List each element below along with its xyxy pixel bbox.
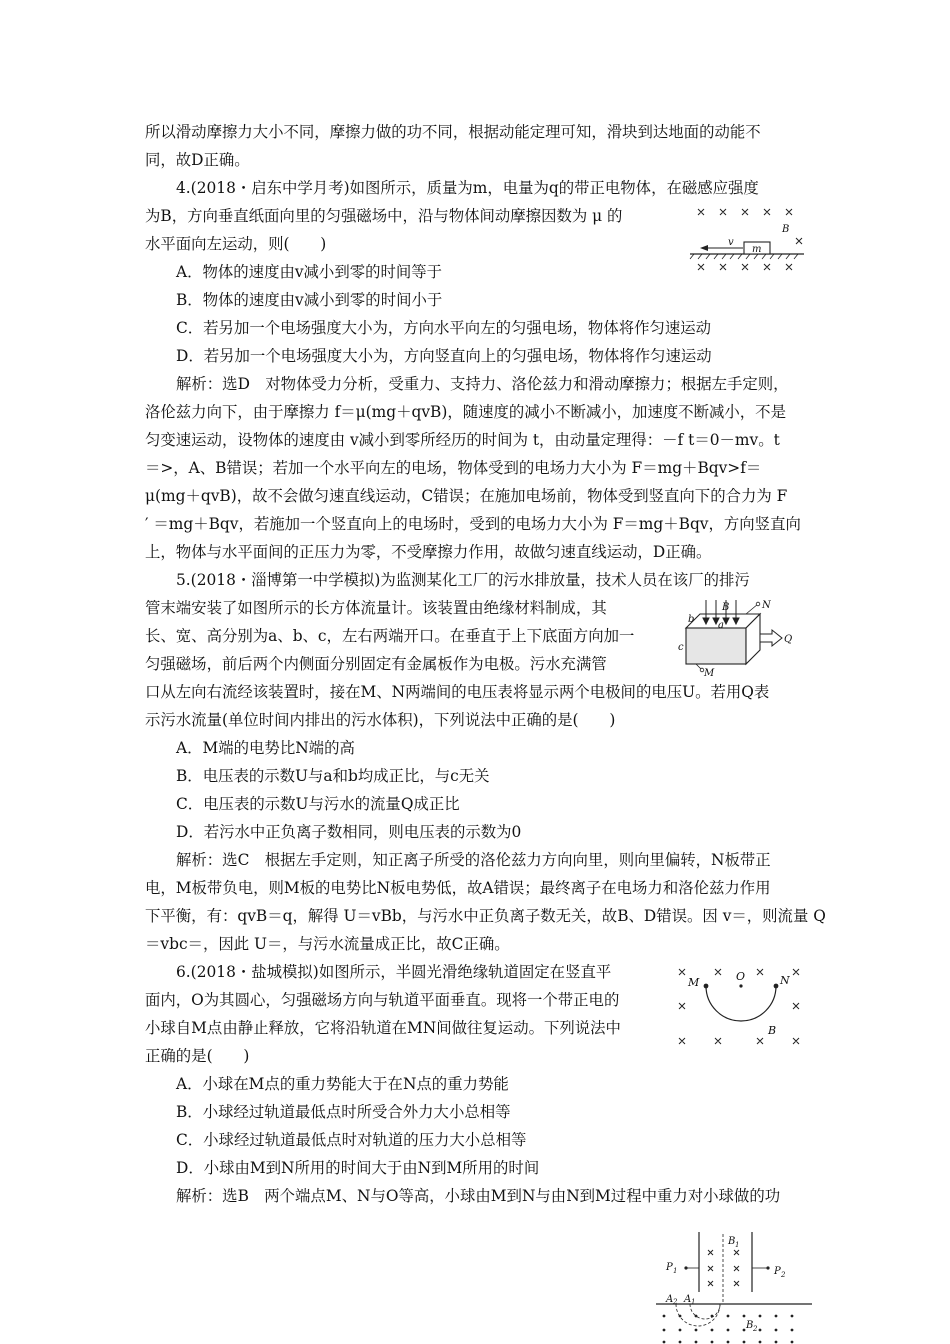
solution-text: 解析：选C 根据左手定则，知正离子所受的洛伦兹力方向向里，则向里偏转，N板带正 [176,851,771,869]
text-line: 小球自M点由静止释放，它将沿轨道在MN间做往复运动。下列说法中 [145,1019,621,1037]
text-line: ＝>，A、B错误；若加一个水平向左的电场，物体受到的电场力大小为 F＝mg＋Bqv>f＝ [145,459,762,477]
label-p2-sub: 2 [781,1271,786,1279]
label-a: a [718,620,724,631]
text-line: 匀变速运动，设物体的速度由 v减小到零所经历的时间为 t，由动量定理得：－f t＝0－mv。t [145,431,780,449]
label-m: M [704,668,715,678]
text-line: 水平面向左运动，则( ) [145,235,327,253]
label-b1-sub: 1 [735,1241,740,1249]
cross-mark-icon [708,1250,739,1286]
text-line: 示污水流量(单位时间内排出的污水体积)，下列说法中正确的是( ) [145,711,616,729]
option-c: C．若另加一个电场强度大小为，方向水平向左的匀强电场，物体将作匀速运动 [176,319,712,337]
text-line: 匀强磁场，前后两个内侧面分别固定有金属板作为电极。污水充满管 [145,655,607,673]
figure-flow-meter [676,598,800,678]
text-line: 同，故D正确。 [145,151,250,169]
text-line: 洛伦兹力向下，由于摩擦力 f＝μ(mg＋qvB)，随速度的减小不断减小，加速度不断减小，不是 [145,403,786,421]
option-c: C．小球经过轨道最低点时对轨道的压力大小总相等 [176,1131,527,1149]
text-line: ′ ＝mg＋Bqv，若施加一个竖直向上的电场时，受到的电场力大小为 F＝mg＋Bqv，方向竖直向 [145,515,801,533]
label-b-field: B [722,602,730,613]
label-o: O [736,970,746,983]
figure-1-svg [688,204,806,276]
text-line: 为B，方向垂直纸面向里的匀强磁场中，沿与物体间动摩擦因数为 μ 的 [145,207,623,225]
figure-2-svg [676,598,800,678]
label-q: Q [784,634,793,645]
figure-4-svg [656,1232,812,1344]
label-a2: A [666,1294,674,1305]
label-a1: A [684,1294,692,1305]
label-b-side: b [688,614,695,625]
figure-block-in-field [688,204,806,276]
label-a2-sub: 2 [673,1298,678,1306]
option-b: B．小球经过轨道最低点时所受合外力大小总相等 [176,1103,511,1121]
figure-semicircle-track [676,962,804,1052]
question-4-title: 4.(2018・启东中学月考)如图所示，质量为m，电量为q的带正电物体，在磁感应强度 [176,179,759,197]
label-a1-sub: 1 [691,1298,696,1306]
text-line: ＝vbc＝，因此 U＝，与污水流量成正比，故C正确。 [145,935,510,953]
text-line: 长、宽、高分别为a、b、c，左右两端开口。在垂直于上下底面方向加一 [145,627,635,645]
label-p1: P [666,1262,673,1273]
figure-velocity-selector [656,1232,812,1344]
text-line: 所以滑动摩擦力大小不同，摩擦力做的功不同，根据动能定理可知，滑块到达地面的动能不 [145,123,761,141]
label-b: B [768,1024,777,1037]
option-a: A．小球在M点的重力势能大于在N点的重力势能 [176,1075,509,1093]
text-line: 下平衡，有：qvB＝q，解得 U＝vBb，与污水中正负离子数无关，故B、D错误。因 v＝，则流量 Q [145,907,826,925]
option-c: C．电压表的示数U与污水的流量Q成正比 [176,795,460,813]
label-c: c [678,642,684,653]
text-line: 管末端安装了如图所示的长方体流量计。该装置由绝缘材料制成，其 [145,599,607,617]
figure-3-svg [676,962,804,1052]
option-d: D．若污水中正负离子数相同，则电压表的示数为0 [176,823,522,841]
option-a: A．物体的速度由v减小到零的时间等于 [176,263,443,281]
label-p1-sub: 1 [673,1267,678,1275]
label-m: m [752,244,762,255]
solution-text: 解析：选B 两个端点M、N与O等高，小球由M到N与由N到M过程中重力对小球做的功 [176,1187,781,1205]
text-line: 上，物体与水平面间的正压力为零，不受摩擦力作用，故做匀速直线运动，D正确。 [145,543,712,561]
label-b2: B [746,1320,754,1331]
text-line: 电，M板带负电，则M板的电势比N板电势低，故A错误；最终离子在电场力和洛伦兹力作用 [145,879,771,897]
text-line: 口从左向右流经该装置时，接在M、N两端间的电压表将显示两个电极间的电压U。若用Q表 [145,683,770,701]
label-n: N [780,974,790,987]
velocity-arrow-icon [700,245,743,251]
cross-mark-icon [698,209,802,270]
option-d: D．小球由M到N所用的时间大于由N到M所用的时间 [176,1159,540,1177]
solution-text: 解析：选D 对物体受力分析，受重力、支持力、洛伦兹力和滑动摩擦力；根据左手定则， [176,375,789,393]
option-a: A．M端的电势比N端的高 [176,739,355,757]
question-6-title: 6.(2018・盐城模拟)如图所示，半圆光滑绝缘轨道固定在竖直平 [176,963,612,981]
label-b1: B [728,1236,736,1247]
text-line: μ(mg＋qvB)，故不会做匀速直线运动，C错误；在施加电场前，物体受到竖直向下的合力为 F [145,487,788,505]
label-m: M [688,976,700,989]
text-line: 面内，O为其圆心，匀强磁场方向与轨道平面垂直。现将一个带正电的 [145,991,620,1009]
option-b: B．物体的速度由v减小到零的时间小于 [176,291,443,309]
flow-arrow-icon [760,630,782,646]
semicircle-track [706,986,776,1021]
label-v: v [728,237,734,248]
option-b: B．电压表的示数U与a和b均成正比，与c无关 [176,767,490,785]
label-n: N [762,600,771,611]
text-line: 正确的是( ) [145,1047,250,1065]
label-b: B [782,224,790,235]
question-5-title: 5.(2018・淄博第一中学模拟)为监测某化工厂的污水排放量，技术人员在该厂的排污 [176,571,750,589]
label-p2: P [774,1266,781,1277]
label-b2-sub: 2 [753,1325,758,1333]
option-d: D．若另加一个电场强度大小为，方向竖直向上的匀强电场，物体将作匀速运动 [176,347,712,365]
